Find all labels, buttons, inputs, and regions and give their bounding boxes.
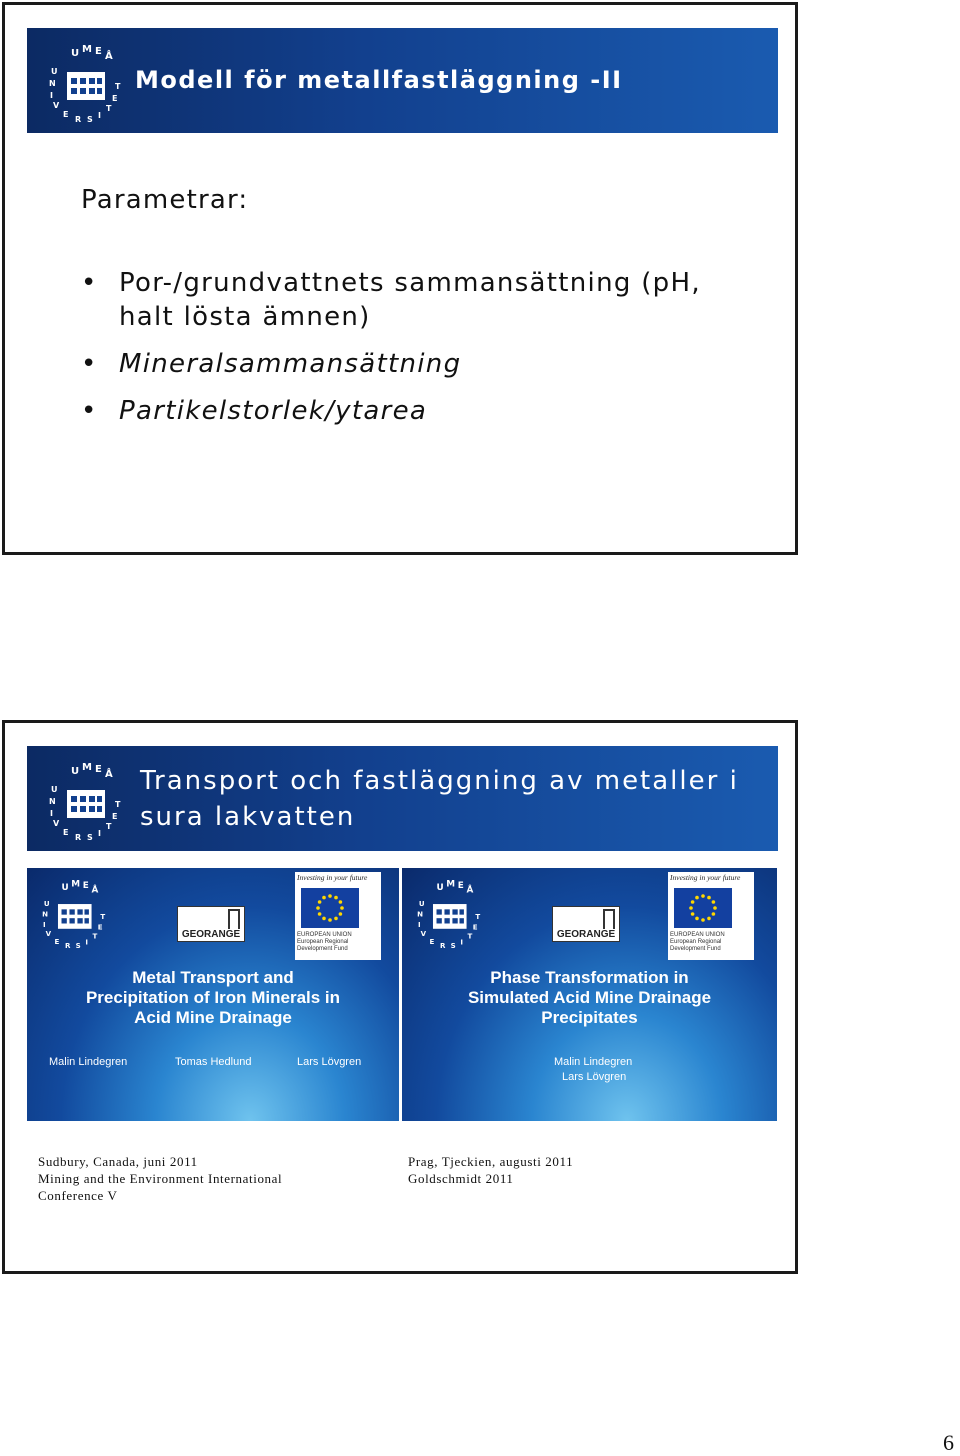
- svg-text:M: M: [71, 879, 81, 890]
- umea-university-logo: [41, 756, 127, 842]
- bullet-icon: •: [81, 349, 98, 379]
- svg-text:T: T: [92, 931, 98, 941]
- logo-letter: E: [112, 94, 118, 103]
- logo-letter: V: [53, 101, 60, 110]
- slide-1-title-banner: [27, 28, 778, 133]
- parameter-list: [81, 266, 759, 441]
- svg-text:M: M: [82, 762, 92, 773]
- slide-2-title-banner: [27, 746, 778, 851]
- svg-text:T: T: [106, 822, 112, 831]
- poster-author: Malin Lindegren: [49, 1056, 128, 1068]
- list-item-text: Por-/grundvattnets sammansättning (pH, halt lösta ämnen): [119, 268, 701, 332]
- svg-text:U: U: [61, 882, 69, 893]
- logo-letter: E: [95, 46, 102, 57]
- logo-letter: R: [75, 115, 82, 124]
- logo-letter: T: [115, 82, 121, 91]
- svg-text:E: E: [472, 922, 478, 932]
- svg-text:E: E: [54, 936, 60, 946]
- bullet-icon: •: [81, 268, 98, 298]
- svg-text:I: I: [417, 920, 421, 930]
- slide-1: [2, 2, 798, 555]
- eu-tagline: Investing in your future: [297, 873, 368, 882]
- logo-letter: N: [49, 79, 56, 88]
- svg-text:T: T: [115, 800, 121, 809]
- svg-text:E: E: [429, 936, 435, 946]
- parameters-heading: Parametrar:: [81, 185, 249, 215]
- poster-title: Metal Transport and Precipitation of Iron Minerals in Acid Mine Drainage: [85, 968, 341, 1027]
- svg-text:Å: Å: [466, 885, 474, 896]
- list-item: [81, 266, 759, 334]
- eu-text: EUROPEAN UNION European Regional Development Fund: [670, 932, 725, 952]
- svg-text:S: S: [450, 941, 456, 950]
- georange-logo: GEORANGE: [177, 906, 245, 942]
- umea-university-logo: [35, 874, 111, 950]
- page-number: 6: [943, 1430, 954, 1455]
- svg-text:S: S: [87, 833, 93, 842]
- svg-text:U: U: [418, 898, 425, 908]
- poster-author: Lars Lövgren: [562, 1071, 627, 1083]
- eu-flag-icon: [674, 888, 732, 928]
- bullet-icon: •: [81, 396, 98, 426]
- poster-caption-1: Sudbury, Canada, juni 2011 Mining and the Environment International Conference V: [38, 1154, 283, 1203]
- poster-thumbnail-1: [27, 868, 399, 1121]
- svg-text:R: R: [65, 941, 71, 950]
- svg-text:I: I: [85, 937, 88, 947]
- svg-text:N: N: [417, 909, 423, 919]
- logo-letter: M: [82, 44, 92, 55]
- poster-thumbnail-2: [402, 868, 777, 1121]
- svg-text:T: T: [467, 931, 473, 941]
- svg-text:N: N: [49, 797, 56, 806]
- svg-text:S: S: [75, 941, 81, 950]
- svg-text:R: R: [75, 833, 82, 842]
- logo-letter: I: [50, 91, 53, 100]
- poster-author: Malin Lindegren: [554, 1056, 633, 1068]
- svg-text:I: I: [98, 829, 101, 838]
- list-item-text: Mineralsammansättning: [119, 349, 462, 379]
- logo-building-icon: [67, 790, 105, 818]
- svg-text:R: R: [440, 941, 446, 950]
- svg-text:U: U: [71, 766, 80, 777]
- svg-text:I: I: [42, 920, 46, 930]
- poster-author: Tomas Hedlund: [175, 1056, 252, 1068]
- svg-text:T: T: [475, 912, 481, 922]
- svg-text:N: N: [42, 909, 48, 919]
- logo-letter: Å: [105, 51, 113, 62]
- svg-text:U: U: [436, 882, 444, 893]
- svg-text:V: V: [420, 928, 427, 938]
- svg-text:E: E: [112, 812, 118, 821]
- georange-logo: GEORANGE: [552, 906, 620, 942]
- eu-logo: [295, 872, 381, 960]
- eu-flag-icon: [301, 888, 359, 928]
- svg-text:T: T: [100, 912, 106, 922]
- svg-text:E: E: [63, 828, 69, 837]
- svg-text:M: M: [446, 879, 456, 890]
- svg-text:U: U: [51, 785, 58, 794]
- slide-2-title: Transport och fastläggning av metaller i sura lakvatten: [140, 766, 739, 832]
- slide-1-title: Modell för metallfastläggning -II: [135, 66, 623, 94]
- logo-letter: T: [106, 104, 112, 113]
- svg-text:Å: Å: [91, 885, 99, 896]
- eu-tagline: Investing in your future: [670, 873, 741, 882]
- umea-university-logo: [41, 38, 127, 124]
- list-item-text: Partikelstorlek/ytarea: [119, 396, 428, 426]
- svg-text:E: E: [97, 922, 103, 932]
- logo-letter: S: [87, 115, 93, 124]
- svg-text:I: I: [460, 937, 463, 947]
- poster-caption-2: Prag, Tjeckien, augusti 2011 Goldschmidt 2011: [408, 1154, 574, 1186]
- svg-text:Å: Å: [105, 769, 113, 780]
- logo-building-icon: [67, 72, 105, 100]
- svg-text:V: V: [53, 819, 60, 828]
- svg-text:V: V: [45, 928, 52, 938]
- umea-university-logo: [410, 874, 486, 950]
- list-item: [81, 347, 759, 381]
- eu-logo: [668, 872, 754, 960]
- svg-text:I: I: [50, 809, 53, 818]
- logo-letter: U: [51, 67, 58, 76]
- logo-letter: E: [63, 110, 69, 119]
- eu-text: EUROPEAN UNION European Regional Development Fund: [297, 932, 352, 952]
- list-item: [81, 394, 759, 428]
- poster-title: Phase Transformation in Simulated Acid Mine Drainage Precipitates: [467, 968, 712, 1027]
- slide-2: [2, 720, 798, 1274]
- svg-text:E: E: [457, 881, 464, 892]
- poster-author: Lars Lövgren: [297, 1056, 362, 1068]
- svg-text:E: E: [82, 881, 89, 892]
- svg-text:E: E: [95, 764, 102, 775]
- logo-letter: I: [98, 111, 101, 120]
- logo-letter: U: [71, 48, 80, 59]
- svg-text:U: U: [43, 898, 50, 908]
